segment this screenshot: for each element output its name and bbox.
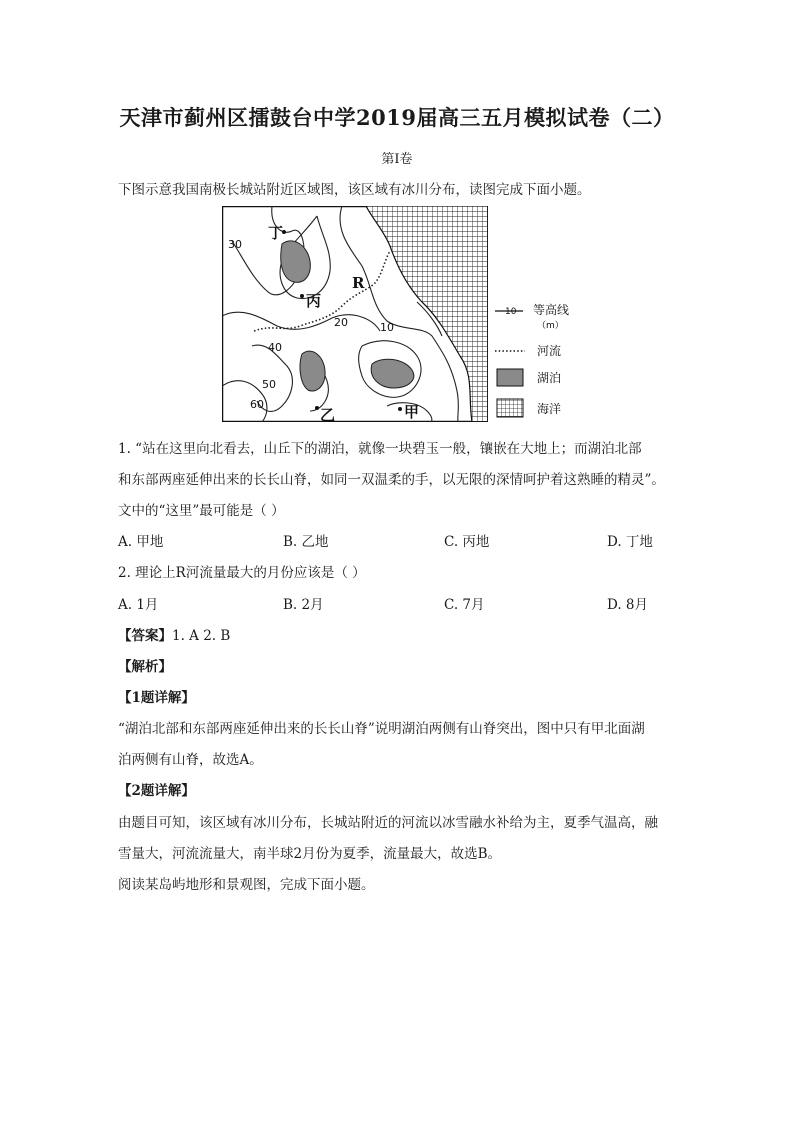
legend-ocean-symbol	[497, 399, 523, 417]
next-intro-text: 阅读某岛屿地形和景观图，完成下面小题。	[118, 877, 375, 893]
question-1-line: 1. “站在这里向北看去，山丘下的湖泊，就像一块碧玉一般，镶嵌在大地上；而湖泊北部	[118, 441, 642, 457]
q1-analysis-label: 【1题详解】	[118, 690, 195, 706]
legend-contour-value: 10	[505, 307, 517, 317]
answer-text: 1. A 2. B	[172, 628, 231, 644]
contour-label: 30	[228, 238, 242, 251]
contour-label: 40	[268, 341, 282, 354]
q2-option-d: D. 8月	[607, 597, 649, 613]
legend-lake-symbol	[497, 369, 523, 386]
question-1-line: 和东部两座延伸出来的长长山脊，如同一双温柔的手，以无限的深情呵护着这熟睡的精灵”。	[118, 472, 665, 488]
label-bing: 丙	[306, 292, 322, 310]
q1-option-b: B. 乙地	[283, 534, 329, 550]
label-yi: 乙	[320, 406, 336, 422]
answer-row	[118, 624, 230, 644]
legend-ocean-label: 海洋	[537, 402, 562, 416]
legend-contour-unit: （m）	[537, 321, 564, 331]
point-yi	[315, 406, 319, 410]
q2-option-b: B. 2月	[283, 597, 324, 613]
intro-text: 下图示意我国南极长城站附近区域图，该区域有冰川分布，读图完成下面小题。	[118, 182, 591, 198]
answer-label: 【答案】	[118, 628, 172, 644]
q2-analysis-line: 雪量大，河流流量大，南半球2月份为夏季，流量最大，故选B。	[118, 846, 502, 862]
q1-analysis-line: 泊两侧有山脊，故选A。	[118, 752, 263, 768]
section-heading: 第I卷	[381, 152, 413, 167]
contour-label: 10	[380, 321, 394, 334]
q2-analysis-label: 【2题详解】	[118, 783, 195, 799]
legend-contour-label: 等高线	[533, 303, 570, 317]
q1-option-d: D. 丁地	[607, 534, 653, 550]
q1-option-c: C. 丙地	[444, 534, 490, 550]
point-jia	[398, 407, 402, 411]
contour-label: 50	[262, 378, 276, 391]
question-1-line: 文中的“这里”最可能是（ ）	[118, 503, 285, 519]
point-bing	[300, 294, 304, 298]
legend-river-label: 河流	[537, 344, 562, 358]
question-2-line: 2. 理论上R河流量最大的月份应该是（ ）	[118, 565, 366, 581]
q1-option-a: A. 甲地	[118, 534, 164, 550]
map-legend	[493, 300, 603, 422]
q2-analysis-line: 由题目可知，该区域有冰川分布，长城站附近的河流以冰雪融水补给为主，夏季气温高，融	[118, 815, 658, 831]
document-title: 天津市蓟州区擂鼓台中学2019届高三五月模拟试卷（二）	[119, 105, 675, 130]
q2-option-c: C. 7月	[444, 597, 485, 613]
q1-analysis-line: “湖泊北部和东部两座延伸出来的长长山脊”说明湖泊两侧有山脊突出，图中只有甲北面湖	[118, 721, 645, 737]
label-ding: 丁	[268, 224, 284, 242]
q2-option-a: A. 1月	[118, 597, 159, 613]
contour-label: 20	[334, 316, 348, 329]
label-jia: 甲	[404, 403, 420, 421]
label-river: R	[352, 274, 365, 292]
analysis-label: 【解析】	[118, 659, 172, 675]
legend-lake-label: 湖泊	[537, 371, 562, 385]
contour-label: 60	[250, 398, 264, 411]
contour-map	[222, 206, 488, 422]
